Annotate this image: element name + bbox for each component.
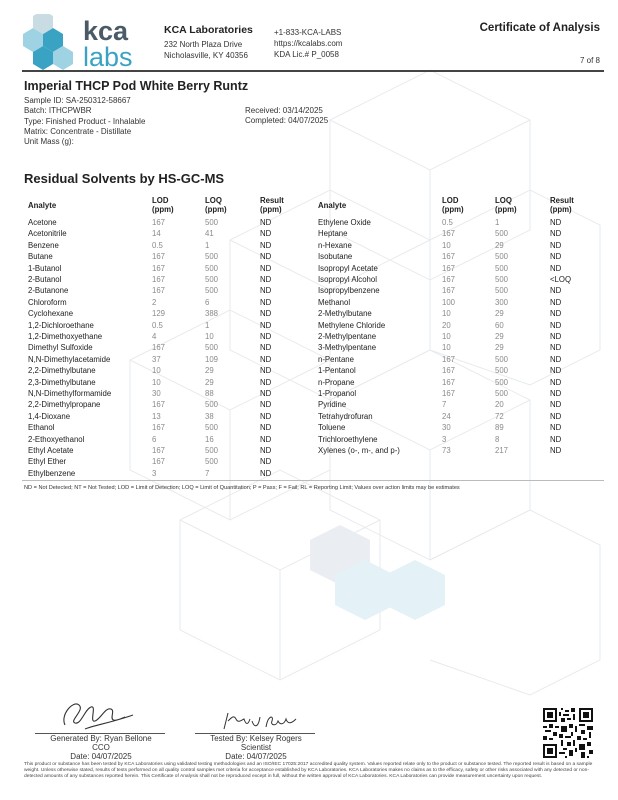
cell-loq: 500 [205, 263, 219, 273]
logo-text-labs: labs [83, 42, 133, 70]
cell-result: ND [550, 309, 562, 319]
table-row [28, 446, 318, 457]
cell-lod: 167 [152, 457, 166, 467]
cell-loq: 500 [205, 400, 219, 410]
cell-lod: 10 [442, 309, 451, 319]
cell-lod: 30 [442, 423, 451, 433]
cell-lod: 167 [442, 263, 456, 273]
cell-loq: 109 [205, 354, 219, 364]
cell-loq: 500 [495, 366, 509, 376]
cell-result: ND [260, 389, 272, 398]
cell-lod: 10 [442, 240, 451, 250]
cell-lod: 73 [442, 446, 451, 455]
received-date: Received: 03/14/2025 [245, 106, 323, 115]
table-row [318, 241, 608, 252]
cell-result: ND [550, 389, 562, 398]
generated-by-date: Date: 04/07/2025 [70, 752, 132, 761]
cell-lod: 167 [442, 366, 456, 376]
cell-result: ND [550, 320, 562, 330]
table-row [28, 457, 318, 468]
table-row [318, 298, 608, 309]
cell-result: ND [550, 411, 562, 421]
cell-analyte: Acetonitrile [28, 229, 67, 239]
cell-lod: 167 [442, 275, 456, 284]
cell-loq: 20 [495, 400, 504, 410]
table-row [28, 469, 318, 480]
header-loq: LOQ [205, 196, 222, 205]
cell-result: <LOQ [550, 275, 572, 284]
cell-loq: 41 [205, 229, 214, 239]
cell-analyte: Ethylbenzene [28, 468, 76, 478]
cell-analyte: Isopropyl Alcohol [318, 275, 377, 284]
table-row [28, 321, 318, 332]
cell-analyte: N,N-Dimethylformamide [28, 389, 112, 398]
header-result-unit: (ppm) [260, 205, 282, 214]
cell-analyte: Methylene Chloride [318, 320, 386, 330]
cell-analyte: Ethyl Ether [28, 457, 67, 467]
cell-result: ND [550, 446, 562, 455]
cell-result: ND [260, 377, 272, 387]
cell-result: ND [260, 240, 272, 250]
qr-code[interactable] [543, 708, 593, 758]
legal-disclaimer: This product or substance has been tested by KCA Laboratories using validated testing methodologies and an ISO/IEC 17025:2017 accredited quality system. Values reported relate only to the product or substance tested. The reported result is based on a sample weight. Unless otherwise stated, results of tests performed on all quality control samples met criteria for acceptance established by KCA Laboratories. KCA Laboratories makes no claims as to the efficacy, safety or other risks associated with any detected or non-detected amounts of any substances reported herein. This Certificate of Analysis shall not be reproduced except in full, without the written approval of KCA Laboratories. KCA Laboratories can provide measurement uncertainty upon request. [24, 762, 593, 779]
table-row [318, 252, 608, 263]
cell-result: ND [550, 229, 562, 239]
cell-lod: 167 [152, 343, 166, 353]
cell-result: ND [550, 366, 562, 376]
table-row [318, 389, 608, 400]
cell-lod: 30 [152, 389, 161, 398]
cell-result: ND [260, 275, 272, 284]
sample-meta [24, 96, 145, 147]
cell-result: ND [550, 286, 562, 296]
cell-loq: 88 [205, 389, 214, 398]
cell-analyte: 2-Methylpentane [318, 332, 377, 341]
address-line-2: Nicholasville, KY 40356 [164, 51, 248, 60]
generated-by-name: Generated By: Ryan Bellone [50, 734, 152, 743]
cell-loq: 388 [205, 309, 219, 319]
matrix: Matrix: Concentrate - Distillate [24, 126, 132, 136]
cell-analyte: 2-Ethoxyethanol [28, 434, 85, 444]
cell-analyte: Toluene [318, 423, 346, 433]
generated-by-block [28, 734, 174, 761]
cell-result: ND [550, 377, 562, 387]
cell-loq: 7 [205, 468, 210, 478]
cell-loq: 16 [205, 434, 214, 444]
header-lod: LOD [152, 196, 169, 205]
cell-loq: 500 [205, 457, 219, 467]
header-loq: LOQ [495, 196, 512, 205]
cell-loq: 38 [205, 411, 214, 421]
cell-analyte: n-Hexane [318, 240, 352, 250]
cell-lod: 167 [152, 263, 166, 273]
table-row [318, 423, 608, 434]
table-row [318, 309, 608, 320]
lab-license: KDA Lic.# P_0058 [274, 50, 339, 59]
table-row [318, 264, 608, 275]
cell-loq: 29 [495, 240, 504, 250]
abbreviations-footnote: ND = Not Detected; NT = Not Tested; LOD = Limit of Detection; LOQ = Limit of Quantitation; P = Pass; F = Fail; RL = Reporting Limit; Values over action limits may be estimates [24, 485, 460, 491]
cell-result: ND [260, 343, 272, 353]
cell-analyte: n-Pentane [318, 354, 354, 364]
document-title: Certificate of Analysis [479, 22, 600, 34]
product-name: Imperial THCP Pod White Berry Runtz [24, 79, 249, 93]
cell-analyte: Dimethyl Sulfoxide [28, 343, 93, 353]
cell-loq: 500 [495, 252, 509, 262]
cell-loq: 72 [495, 411, 504, 421]
cell-result: ND [550, 297, 562, 307]
cell-analyte: n-Propane [318, 377, 355, 387]
dates-meta [245, 106, 328, 127]
cell-loq: 500 [205, 252, 219, 262]
cell-lod: 167 [152, 286, 166, 296]
lab-website-link[interactable]: https://kcalabs.com [274, 39, 343, 48]
cell-result: ND [260, 309, 272, 319]
table-row [318, 446, 608, 457]
header-lod: LOD [442, 196, 459, 205]
table-row [28, 423, 318, 434]
cell-lod: 167 [442, 354, 456, 364]
table-row [318, 366, 608, 377]
cell-loq: 1 [205, 240, 210, 250]
cell-lod: 2 [152, 297, 157, 307]
cell-result: ND [550, 332, 562, 341]
page-number: 7 of 8 [579, 56, 600, 65]
table-row [318, 400, 608, 411]
cell-analyte: Ethyl Acetate [28, 446, 74, 455]
cell-analyte: 2,2-Dimethylbutane [28, 366, 96, 376]
cell-analyte: 2,3-Dimethylbutane [28, 377, 96, 387]
cell-lod: 129 [152, 309, 166, 319]
cell-loq: 500 [495, 377, 509, 387]
cell-result: ND [260, 252, 272, 262]
cell-analyte: 1,2-Dimethoxyethane [28, 332, 103, 341]
cell-lod: 167 [152, 400, 166, 410]
table-row [318, 321, 608, 332]
cell-loq: 300 [495, 297, 509, 307]
logo-text-kca: kca [83, 16, 129, 46]
lab-contact [274, 27, 342, 60]
kca-labs-logo [17, 14, 157, 70]
cell-lod: 167 [152, 423, 166, 433]
cell-loq: 500 [495, 229, 509, 239]
cell-lod: 6 [152, 434, 157, 444]
cell-lod: 167 [442, 377, 456, 387]
table-row [318, 343, 608, 354]
cell-lod: 167 [442, 389, 456, 398]
cell-analyte: 1-Propanol [318, 389, 357, 398]
cell-result: ND [260, 400, 272, 410]
cell-loq: 500 [495, 286, 509, 296]
table-row [318, 218, 608, 229]
table-row [28, 286, 318, 297]
cell-loq: 1 [205, 320, 210, 330]
table-row [318, 355, 608, 366]
cell-analyte: Cyclohexane [28, 309, 74, 319]
header-analyte: Analyte [28, 201, 57, 210]
table-row [28, 332, 318, 343]
table-row [318, 435, 608, 446]
table-row [28, 252, 318, 263]
cell-loq: 500 [205, 218, 219, 227]
cell-loq: 500 [495, 263, 509, 273]
table-row [28, 378, 318, 389]
cell-lod: 0.5 [152, 320, 163, 330]
tested-by-block [188, 734, 324, 761]
cell-loq: 6 [205, 297, 210, 307]
table-row [28, 264, 318, 275]
table-row [28, 309, 318, 320]
cell-result: ND [260, 434, 272, 444]
cell-loq: 500 [205, 343, 219, 353]
header-analyte: Analyte [318, 201, 347, 210]
table-row [28, 275, 318, 286]
cell-analyte: 1-Pentanol [318, 366, 356, 376]
cell-lod: 4 [152, 332, 157, 341]
table-row [28, 298, 318, 309]
table-row [318, 332, 608, 343]
cell-result: ND [550, 263, 562, 273]
cell-analyte: 2-Butanol [28, 275, 62, 284]
cell-result: ND [550, 434, 562, 444]
table-row [318, 412, 608, 423]
cell-loq: 500 [205, 275, 219, 284]
table-header [318, 196, 608, 216]
header-loq-unit: (ppm) [205, 205, 227, 214]
cell-lod: 10 [152, 366, 161, 376]
cell-result: ND [550, 400, 562, 410]
cell-result: ND [260, 354, 272, 364]
cell-lod: 10 [152, 377, 161, 387]
table-row [318, 275, 608, 286]
cell-result: ND [260, 229, 272, 239]
cell-result: ND [550, 423, 562, 433]
batch: Batch: ITHCPWBR [24, 106, 92, 116]
cell-analyte: 1-Butanol [28, 263, 62, 273]
cell-loq: 500 [495, 275, 509, 284]
cell-result: ND [260, 446, 272, 455]
cell-loq: 500 [205, 446, 219, 455]
cell-analyte: Pyridine [318, 400, 347, 410]
table-row [28, 229, 318, 240]
cell-lod: 167 [152, 275, 166, 284]
cell-result: ND [260, 411, 272, 421]
cell-lod: 3 [152, 468, 157, 478]
signature-ryan-bellone [55, 695, 140, 735]
cell-lod: 13 [152, 411, 161, 421]
table-row [28, 366, 318, 377]
header-lod-unit: (ppm) [152, 205, 174, 214]
cell-result: ND [260, 286, 272, 296]
cell-analyte: 1,2-Dichloroethane [28, 320, 94, 330]
cell-analyte: Chloroform [28, 297, 67, 307]
table-row [28, 412, 318, 423]
cell-loq: 500 [205, 286, 219, 296]
cell-analyte: 2-Methylbutane [318, 309, 372, 319]
table-row [28, 355, 318, 366]
cell-result: ND [550, 343, 562, 353]
cell-analyte: 2,2-Dimethylpropane [28, 400, 101, 410]
cell-analyte: Isopropylbenzene [318, 286, 380, 296]
table-row [28, 343, 318, 354]
cell-loq: 29 [205, 366, 214, 376]
cell-lod: 20 [442, 320, 451, 330]
cell-lod: 0.5 [442, 218, 453, 227]
header-divider [22, 70, 604, 72]
table-row [28, 241, 318, 252]
lab-phone[interactable]: +1-833-KCA-LABS [274, 28, 342, 37]
table-row [28, 218, 318, 229]
cell-result: ND [550, 252, 562, 262]
completed-date: Completed: 04/07/2025 [245, 116, 329, 126]
cell-lod: 167 [442, 286, 456, 296]
cell-lod: 10 [442, 343, 451, 353]
cell-analyte: Methanol [318, 297, 351, 307]
cell-lod: 167 [442, 229, 456, 239]
footnote-divider [22, 480, 604, 481]
table-row [28, 389, 318, 400]
cell-analyte: 1,4-Dioxane [28, 411, 71, 421]
cell-loq: 60 [495, 320, 504, 330]
cell-result: ND [260, 332, 272, 341]
cell-analyte: N,N-Dimethylacetamide [28, 354, 111, 364]
cell-lod: 100 [442, 297, 456, 307]
cell-result: ND [260, 457, 272, 467]
sample-type: Type: Finished Product - Inhalable [24, 116, 146, 126]
cell-result: ND [260, 366, 272, 376]
cell-analyte: Xylenes (o-, m-, and p-) [318, 446, 400, 455]
header-lod-unit: (ppm) [442, 205, 464, 214]
header-result: Result [260, 196, 284, 205]
cell-lod: 3 [442, 434, 447, 444]
cell-analyte: 2-Butanone [28, 286, 69, 296]
lab-name: KCA Laboratories [164, 24, 253, 36]
unit-mass: Unit Mass (g): [24, 137, 74, 147]
table-row [318, 378, 608, 389]
sample-id: Sample ID: SA-250312-58667 [24, 96, 131, 105]
cell-result: ND [550, 240, 562, 250]
cell-result: ND [260, 468, 272, 478]
table-row [28, 400, 318, 411]
cell-lod: 167 [152, 252, 166, 262]
header-result-unit: (ppm) [550, 205, 572, 214]
cell-loq: 217 [495, 446, 509, 455]
cell-analyte: Tetrahydrofuran [318, 411, 373, 421]
section-title: Residual Solvents by HS-GC-MS [24, 171, 225, 186]
cell-result: ND [260, 320, 272, 330]
cell-lod: 10 [442, 332, 451, 341]
cell-result: ND [550, 354, 562, 364]
table-row [318, 286, 608, 297]
cell-lod: 167 [152, 446, 166, 455]
solvents-table-right [318, 196, 608, 486]
cell-analyte: Ethanol [28, 423, 55, 433]
cell-loq: 29 [495, 332, 504, 341]
cell-loq: 10 [205, 332, 214, 341]
cell-lod: 167 [442, 252, 456, 262]
cell-loq: 500 [495, 354, 509, 364]
table-row [318, 229, 608, 240]
tested-by-date: Date: 04/07/2025 [225, 752, 287, 761]
cell-analyte: Isopropyl Acetate [318, 263, 378, 273]
cell-loq: 29 [495, 343, 504, 353]
cell-analyte: Trichloroethylene [318, 434, 378, 444]
lab-address [164, 39, 248, 61]
cell-analyte: Acetone [28, 218, 57, 227]
tested-by-name: Tested By: Kelsey Rogers [210, 734, 302, 743]
cell-lod: 37 [152, 354, 161, 364]
cell-loq: 29 [495, 309, 504, 319]
cell-loq: 500 [495, 389, 509, 398]
signature-kelsey-rogers [218, 707, 303, 735]
cell-analyte: Isobutane [318, 252, 353, 262]
cell-loq: 1 [495, 218, 500, 227]
table-row [28, 435, 318, 446]
cell-analyte: Heptane [318, 229, 348, 239]
table-header [28, 196, 318, 216]
cell-lod: 24 [442, 411, 451, 421]
cell-lod: 7 [442, 400, 447, 410]
cell-result: ND [260, 263, 272, 273]
cell-loq: 89 [495, 423, 504, 433]
cell-loq: 29 [205, 377, 214, 387]
cell-lod: 0.5 [152, 240, 163, 250]
tested-by-title: Scientist [240, 743, 272, 752]
cell-result: ND [260, 297, 272, 307]
cell-lod: 167 [152, 218, 166, 227]
cell-analyte: Ethylene Oxide [318, 218, 371, 227]
generated-by-title: CCO [92, 743, 110, 752]
cell-analyte: Benzene [28, 240, 59, 250]
solvents-table-left [28, 196, 318, 486]
cell-loq: 500 [205, 423, 219, 433]
address-line-1: 232 North Plaza Drive [164, 40, 243, 49]
cell-analyte: Butane [28, 252, 53, 262]
cell-result: ND [260, 423, 272, 433]
cell-result: ND [260, 218, 272, 227]
cell-loq: 8 [495, 434, 500, 444]
header-loq-unit: (ppm) [495, 205, 517, 214]
cell-lod: 14 [152, 229, 161, 239]
cell-analyte: 3-Methylpentane [318, 343, 377, 353]
header-result: Result [550, 196, 574, 205]
cell-result: ND [550, 218, 562, 227]
